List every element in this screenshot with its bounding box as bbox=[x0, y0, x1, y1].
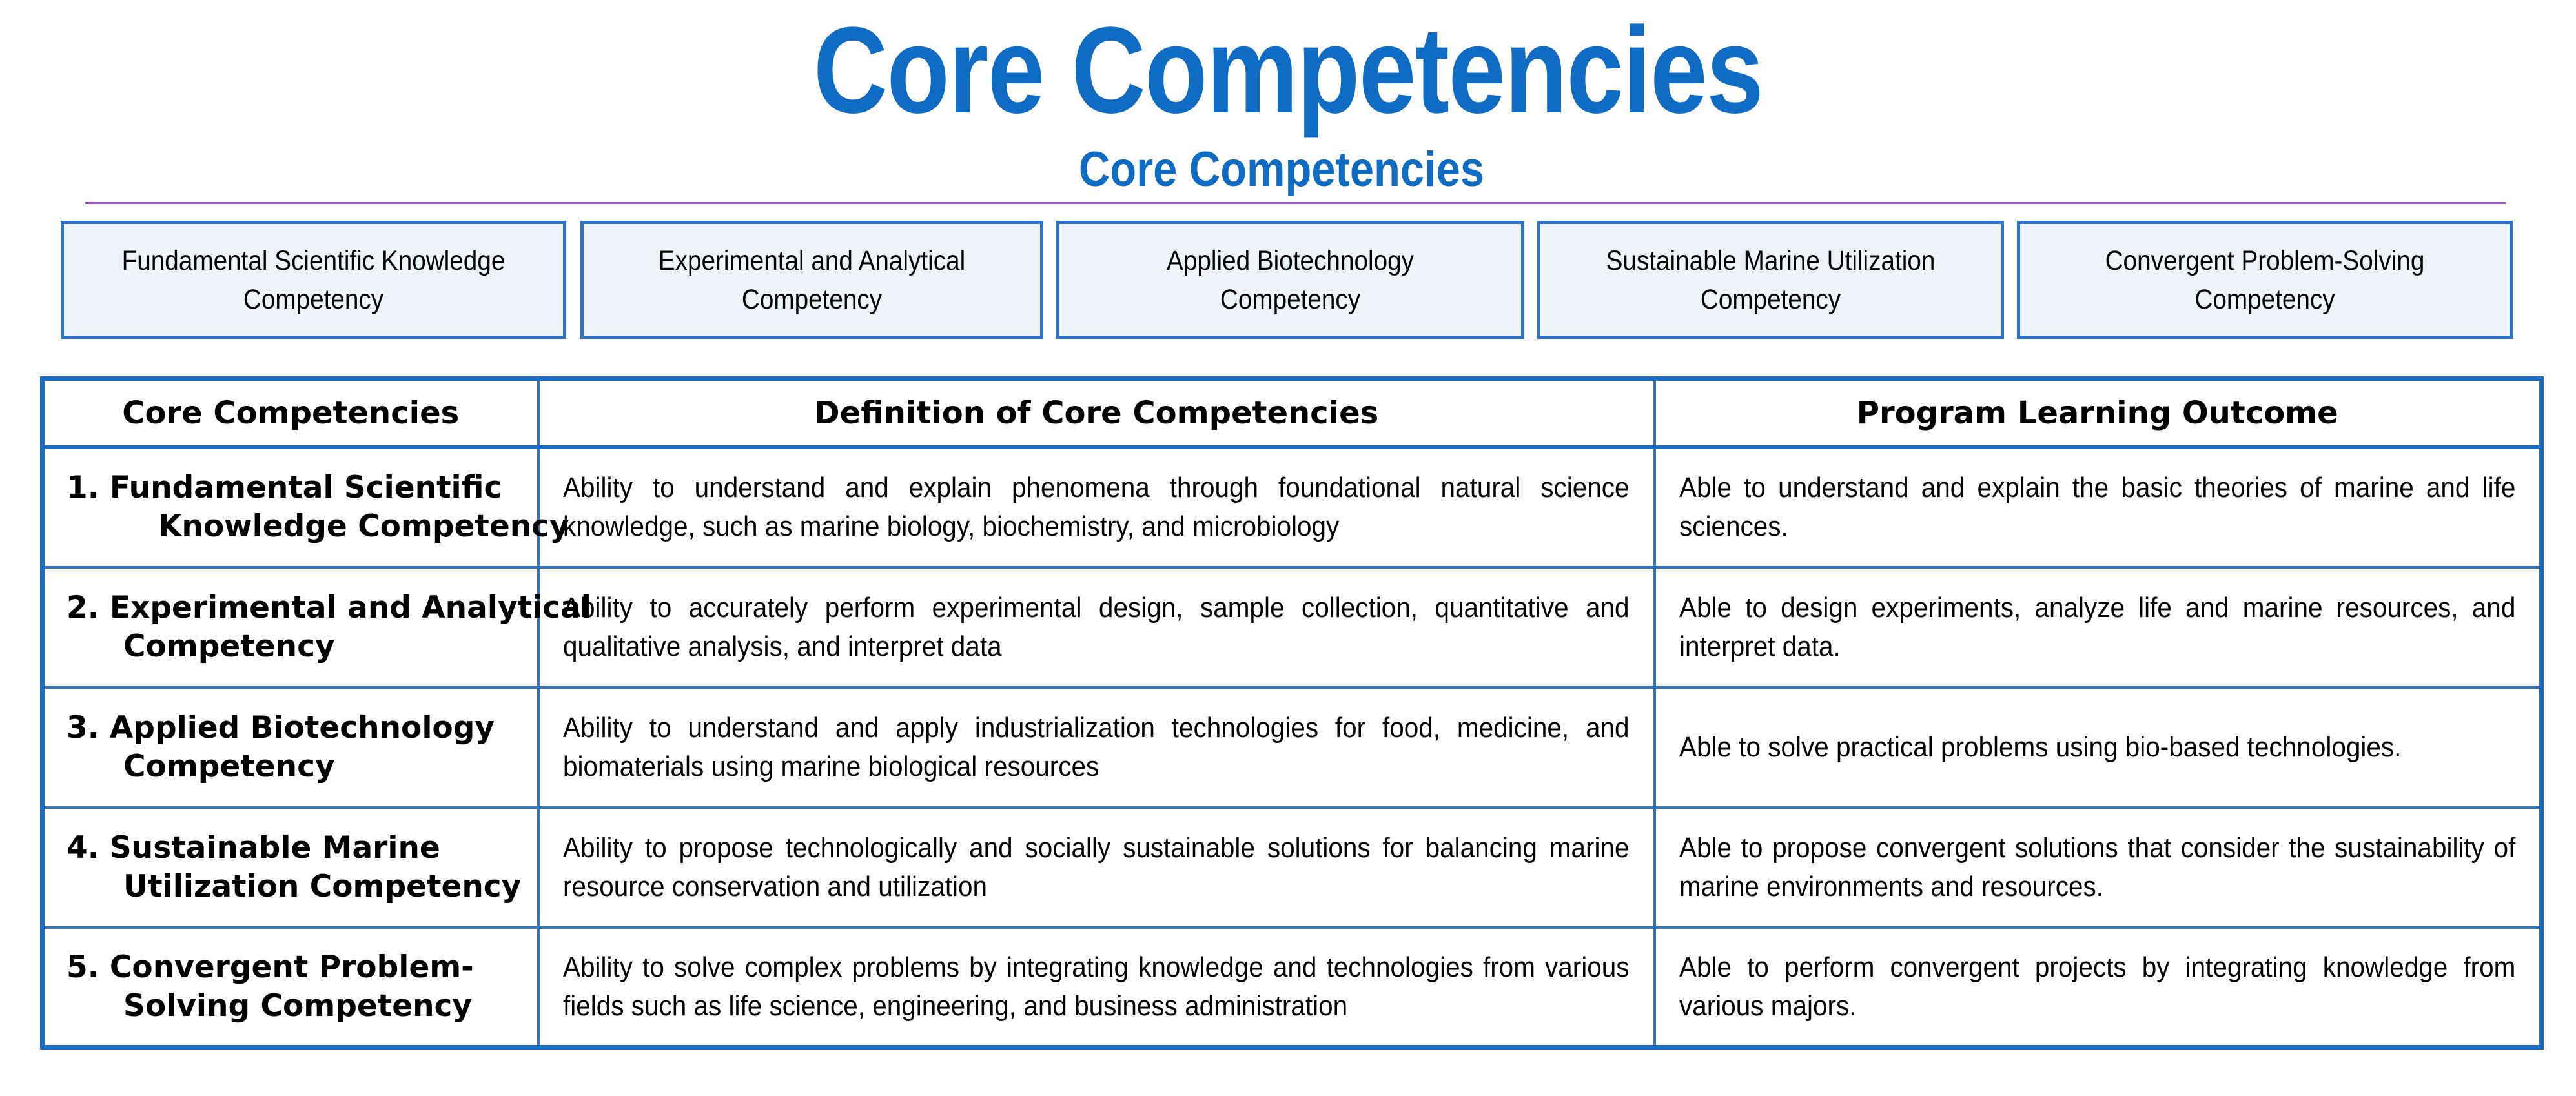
page-title: Core Competencies bbox=[813, 2, 1763, 139]
competency-name-line: Competency bbox=[123, 628, 335, 664]
competency-name-cell bbox=[43, 687, 538, 807]
outcome-cell bbox=[1655, 807, 2542, 928]
table-row bbox=[43, 447, 2542, 567]
competency-name-line: 1. Fundamental Scientific bbox=[66, 470, 502, 505]
header-program-learning-outcome: Program Learning Outcome bbox=[1655, 379, 2542, 447]
competency-name-line: Competency bbox=[123, 748, 335, 784]
table-row bbox=[43, 687, 2542, 807]
outcome-text: Able to design experiments, analyze life and marine resources, and interpret data. bbox=[1679, 591, 2515, 662]
competency-name-line: 3. Applied Biotechnology bbox=[66, 709, 495, 746]
competency-box-label: Fundamental Scientific Knowledge Competency bbox=[121, 245, 506, 315]
definition-cell bbox=[538, 687, 1655, 807]
definition-text: Ability to solve complex problems by integrating knowledge and technologies from various fields such as life science, engineering, and business administration bbox=[562, 951, 1630, 1022]
competency-box-convergent-problem-solving bbox=[2017, 221, 2513, 339]
competency-box-label: Convergent Problem-Solving Competency bbox=[2105, 245, 2425, 315]
competency-name-cell bbox=[43, 928, 538, 1048]
competency-name-line: Knowledge Competency bbox=[158, 509, 569, 544]
competency-name-line: 4. Sustainable Marine bbox=[66, 829, 440, 866]
competency-name-line: 5. Convergent Problem- bbox=[66, 949, 474, 985]
competency-box-label: Sustainable Marine Utilization Competency bbox=[1606, 245, 1936, 315]
definition-text: Ability to propose technologically and socially sustainable solutions for balancing marine resource conservation and utilization bbox=[562, 831, 1630, 902]
outcome-cell bbox=[1655, 928, 2542, 1048]
page-subtitle: Core Competencies bbox=[1078, 142, 1485, 197]
competency-name-line: 2. Experimental and Analytical bbox=[66, 589, 591, 625]
definition-cell bbox=[538, 928, 1655, 1048]
competency-name-line: Solving Competency bbox=[123, 988, 473, 1024]
header-core-competencies: Core Competencies bbox=[43, 379, 538, 447]
competency-box-label: Experimental and Analytical Competency bbox=[658, 245, 966, 315]
competency-name-cell bbox=[43, 447, 569, 567]
outcome-cell bbox=[1655, 687, 2542, 807]
outcome-text: Able to understand and explain the basic theories of marine and life sciences. bbox=[1679, 472, 2515, 542]
competency-table bbox=[40, 376, 2544, 1050]
definition-cell bbox=[538, 447, 1655, 567]
outcome-text: Able to solve practical problems using bio-based technologies. bbox=[1679, 731, 2401, 763]
title-divider bbox=[85, 202, 2506, 204]
header-definition: Definition of Core Competencies bbox=[538, 379, 1655, 447]
definition-text: Ability to understand and explain phenomena through foundational natural science knowledge, such as marine biology, biochemistry, and microbiology bbox=[562, 472, 1630, 542]
outcome-text: Able to propose convergent solutions that consider the sustainability of marine environments and resources. bbox=[1679, 831, 2515, 902]
table-row bbox=[43, 567, 2542, 687]
table-row bbox=[43, 807, 2542, 928]
competency-box-fundamental-scientific-knowledge bbox=[61, 221, 566, 339]
outcome-cell bbox=[1655, 567, 2542, 687]
definition-text: Ability to accurately perform experimental design, sample collection, quantitative and qualitative analysis, and interpret data bbox=[562, 591, 1630, 662]
competency-box-label: Applied Biotechnology Competency bbox=[1167, 245, 1414, 315]
competency-box-sustainable-marine-utilization bbox=[1537, 221, 2004, 339]
table-row bbox=[43, 928, 2542, 1048]
definition-cell bbox=[538, 567, 1655, 687]
definition-cell bbox=[538, 807, 1655, 928]
competency-name-line: Utilization Competency bbox=[123, 868, 522, 904]
competency-box-experimental-analytical bbox=[580, 221, 1043, 339]
competency-box-applied-biotechnology bbox=[1056, 221, 1524, 339]
definition-text: Ability to understand and apply industrialization technologies for food, medicine, and biomaterials using marine biological resources bbox=[562, 711, 1630, 782]
outcome-cell bbox=[1655, 447, 2542, 567]
outcome-text: Able to perform convergent projects by integrating knowledge from various majors. bbox=[1679, 951, 2515, 1022]
competency-name-cell bbox=[43, 567, 591, 687]
competency-name-cell bbox=[43, 807, 538, 928]
table-header-row bbox=[43, 379, 2542, 447]
